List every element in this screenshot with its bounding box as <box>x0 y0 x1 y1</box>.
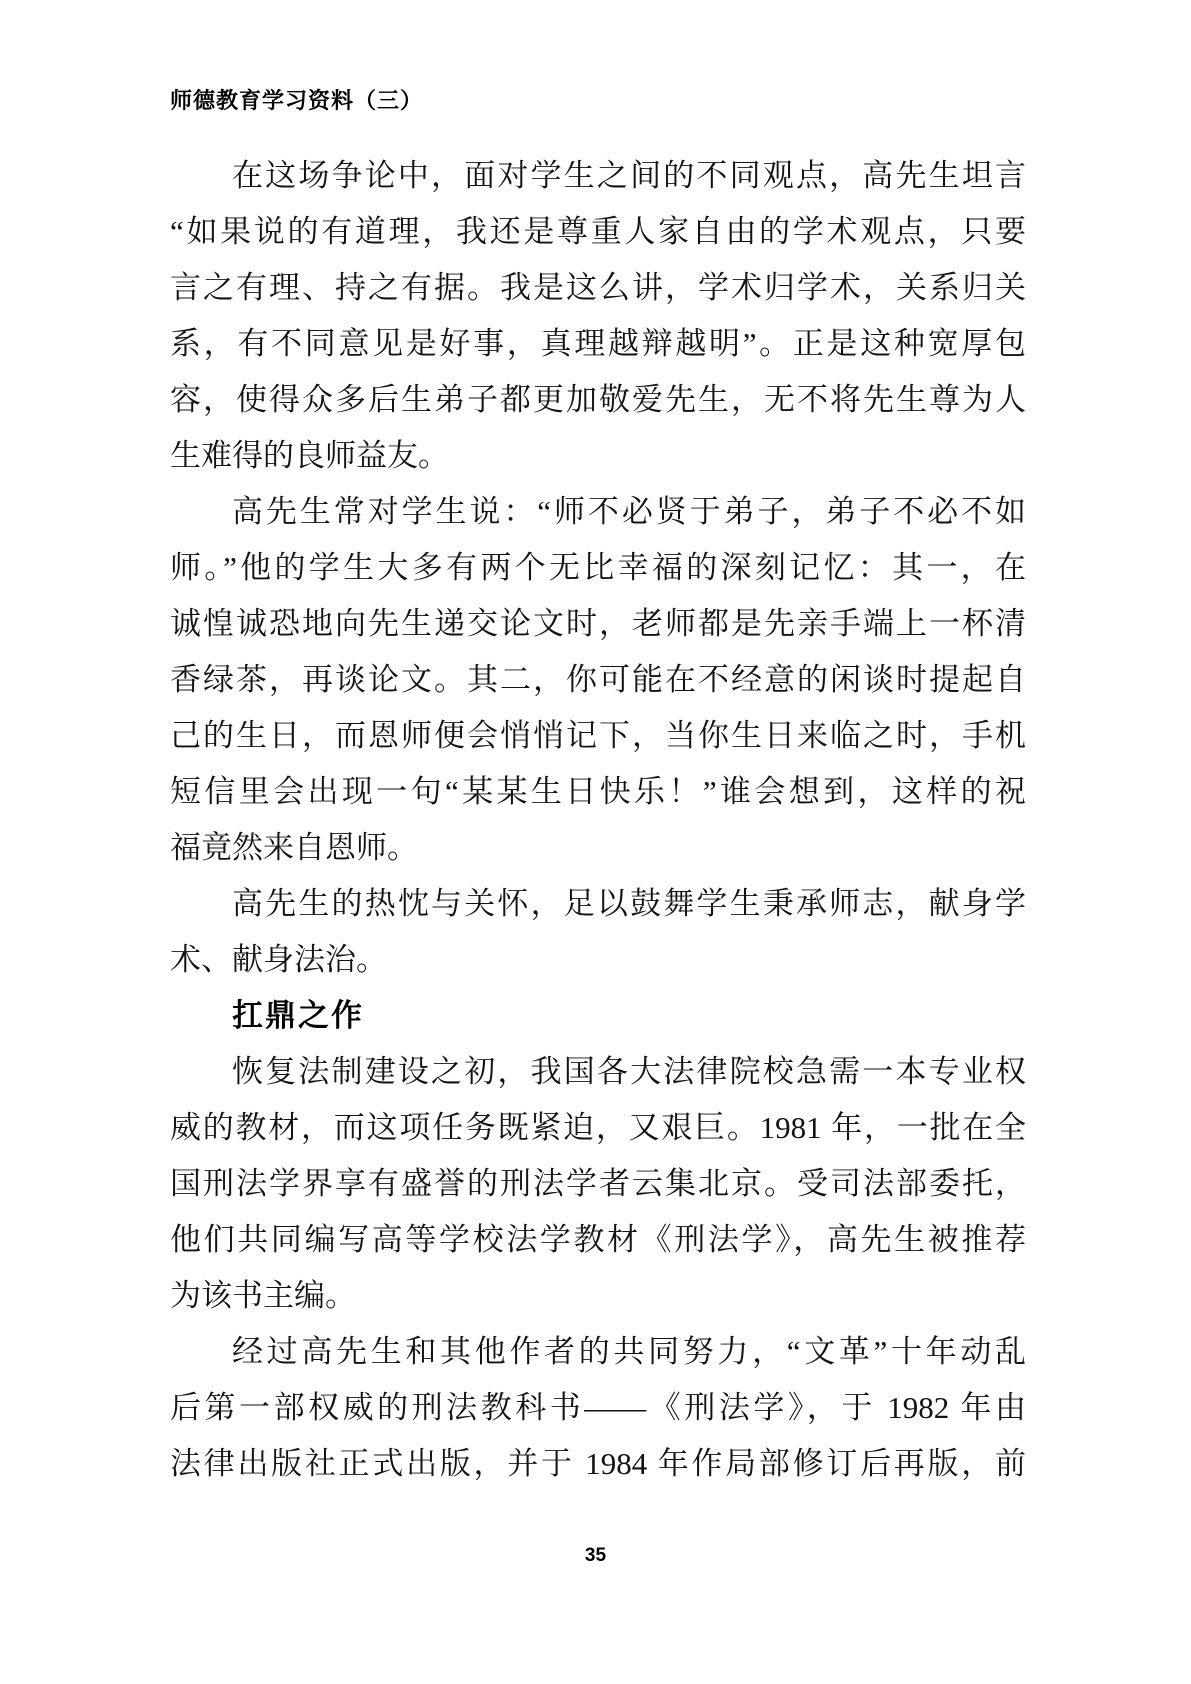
text-line: “如果说的有道理，我还是尊重人家自由的学术观点，只要 <box>170 214 1026 249</box>
document-body <box>170 148 1026 1492</box>
text-line: 容，使得众多后生弟子都更加敬爱先生，无不将先生尊为人 <box>170 382 1026 417</box>
text-line: 后第一部权威的刑法教科书——《刑法学》，于 1982 年由 <box>170 1390 1026 1425</box>
text-line: 扛鼎之作 <box>232 998 364 1033</box>
text-line: 高先生常对学生说：“师不必贤于弟子，弟子不必不如 <box>232 494 1026 529</box>
text-line: 术、献身法治。 <box>170 942 387 977</box>
text-line: 系，有不同意见是好事，真理越辩越明”。正是这种宽厚包 <box>170 326 1026 361</box>
section-heading <box>170 988 1026 1044</box>
text-line: 高先生的热忱与关怀，足以鼓舞学生秉承师志，献身学 <box>232 886 1026 921</box>
text-line: 福竟然来自恩师。 <box>170 830 418 865</box>
text-line: 言之有理、持之有据。我是这么讲，学术归学术，关系归关 <box>170 270 1026 305</box>
paragraph <box>170 148 1026 484</box>
text-line: 他们共同编写高等学校法学教材《刑法学》，高先生被推荐 <box>170 1222 1026 1257</box>
text-line: 经过高先生和其他作者的共同努力，“文革”十年动乱 <box>232 1334 1026 1369</box>
text-line: 短信里会出现一句“某某生日快乐！”谁会想到，这样的祝 <box>170 774 1026 809</box>
text-line: 师。”他的学生大多有两个无比幸福的深刻记忆：其一，在 <box>170 550 1026 585</box>
text-line: 生难得的良师益友。 <box>170 438 449 473</box>
text-line: 香绿茶，再谈论文。其二，你可能在不经意的闲谈时提起自 <box>170 662 1026 697</box>
paragraph <box>170 484 1026 876</box>
text-line: 诚惶诚恐地向先生递交论文时，老师都是先亲手端上一杯清 <box>170 606 1026 641</box>
text-line: 己的生日，而恩师便会悄悄记下，当你生日来临之时，手机 <box>170 718 1026 753</box>
text-line: 在这场争论中，面对学生之间的不同观点，高先生坦言 <box>232 158 1026 193</box>
paragraph <box>170 1044 1026 1324</box>
paragraph <box>170 1324 1026 1492</box>
page-number: 35 <box>584 1545 607 1566</box>
text-line: 威的教材，而这项任务既紧迫，又艰巨。1981 年，一批在全 <box>170 1110 1026 1145</box>
document-header: 师德教育学习资料（三） <box>170 88 424 113</box>
paragraph <box>170 876 1026 988</box>
text-line: 为该书主编。 <box>170 1278 356 1313</box>
text-line: 国刑法学界享有盛誉的刑法学者云集北京。受司法部委托， <box>170 1166 1026 1201</box>
text-line: 恢复法制建设之初，我国各大法律院校急需一本专业权 <box>232 1054 1026 1089</box>
text-line: 法律出版社正式出版，并于 1984 年作局部修订后再版，前 <box>170 1446 1026 1481</box>
